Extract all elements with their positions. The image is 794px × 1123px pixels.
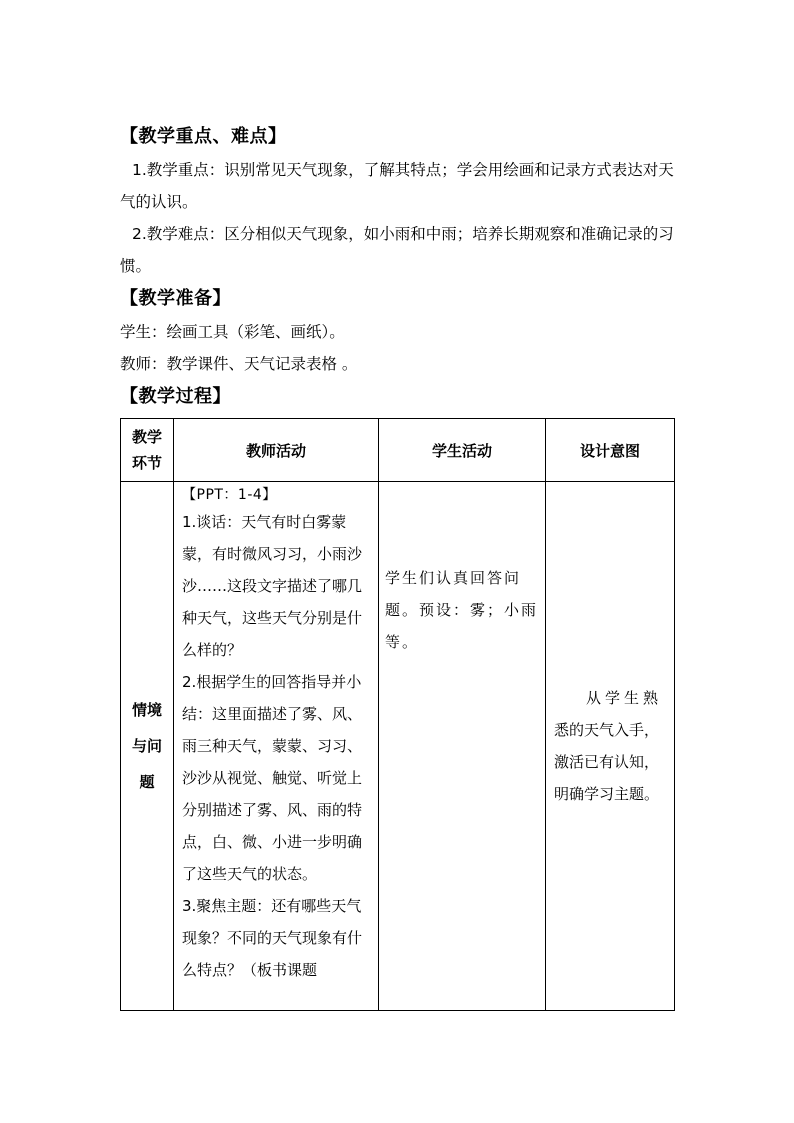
- table-row: [121, 482, 675, 1011]
- table-header-row: [121, 419, 675, 482]
- teacher-step-2: 2.根据学生的回答指导并小结：这里面描述了雾、风、雨三种天气，蒙蒙、习习、沙沙从视觉、触觉、听觉上分别描述了雾、风、雨的特点，白、微、小进一步明确了这些天气的状态。: [182, 673, 363, 883]
- teacher-step-1: 1.谈话：天气有时白雾蒙蒙，有时微风习习，小雨沙沙……这段文字描述了哪几种天气，这些天气分别是什么样的？: [182, 513, 363, 659]
- stage-cell: 情境 与问 题: [121, 482, 174, 1011]
- process-heading: 【教学过程】: [120, 386, 231, 407]
- key-point-item-2: 2.教学难点：区分相似天气现象，如小雨和中雨；培养长期观察和准确记录的习惯。: [120, 225, 674, 275]
- header-teacher-activity: 教师活动: [174, 419, 379, 482]
- header-stage: 教学 环节: [121, 419, 174, 482]
- preparation-students: 学生：绘画工具（彩笔、画纸）。: [120, 323, 345, 341]
- header-student-activity: 学生活动: [379, 419, 546, 482]
- header-design-intent: 设计意图: [546, 419, 675, 482]
- ppt-reference: 【PPT：1-4】: [182, 487, 277, 503]
- design-intent-cell: 从学生熟 悉的天气入手，激活已有认知，明确学习主题。: [546, 482, 675, 1011]
- teaching-process-table: [120, 418, 675, 1011]
- student-activity-cell: 学生们认真回答问题。预设：雾；小雨等。: [379, 482, 546, 1011]
- key-points-heading: 【教学重点、难点】: [120, 126, 287, 147]
- preparation-teacher: 教师：教学课件、天气记录表格 。: [120, 355, 358, 373]
- teacher-activity-cell: [174, 482, 379, 1011]
- key-point-item-1: 1.教学重点：识别常见天气现象，了解其特点；学会用绘画和记录方式表达对天气的认识。: [120, 161, 674, 211]
- teacher-step-3: 3.聚焦主题：还有哪些天气现象？不同的天气现象有什么特点？（板书课题: [182, 897, 363, 979]
- preparation-heading: 【教学准备】: [120, 288, 231, 309]
